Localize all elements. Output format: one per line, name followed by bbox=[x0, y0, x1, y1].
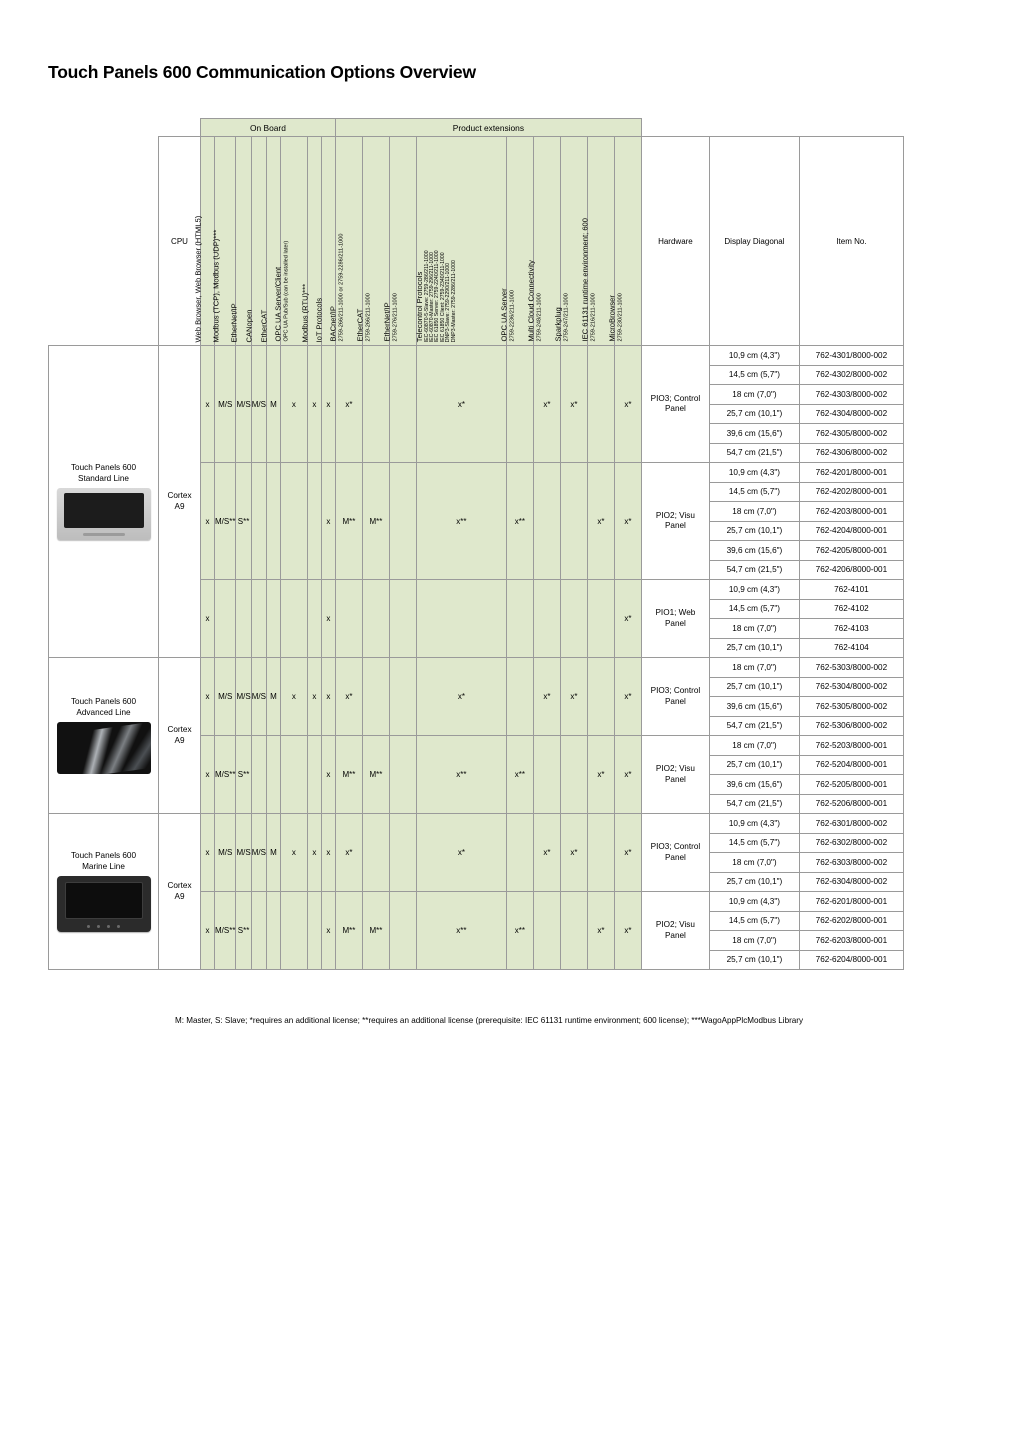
protocol-cell-4: M/S bbox=[251, 658, 266, 736]
protocol-cell-10 bbox=[362, 658, 389, 736]
protocol-cell-16 bbox=[587, 580, 614, 658]
protocol-cell-10: M** bbox=[362, 736, 389, 814]
display-diagonal-value: 14,5 cm (5,7") bbox=[709, 599, 799, 619]
protocol-cell-13 bbox=[506, 814, 533, 892]
protocol-cell-16 bbox=[587, 658, 614, 736]
display-diagonal-value: 18 cm (7,0") bbox=[709, 736, 799, 756]
item-no-value: 762-5305/8000-002 bbox=[799, 697, 903, 717]
protocol-cell-17: x* bbox=[614, 463, 641, 580]
item-no-value: 762-4204/8000-001 bbox=[799, 521, 903, 541]
protocol-cell-16 bbox=[587, 814, 614, 892]
display-diagonal-value: 18 cm (7,0") bbox=[709, 853, 799, 873]
protocol-cell-14: x* bbox=[533, 658, 560, 736]
cpu-value: Cortex A9 bbox=[159, 658, 201, 814]
group-header-extensions: Product extensions bbox=[335, 119, 641, 137]
display-diagonal-value: 25,7 cm (10,1") bbox=[709, 677, 799, 697]
column-header-row bbox=[49, 137, 904, 346]
item-no-value: 762-4201/8000-001 bbox=[799, 463, 903, 483]
product-line-label bbox=[49, 658, 159, 814]
header-item-no: Item No. bbox=[799, 137, 903, 346]
protocol-cell-9: x* bbox=[335, 814, 362, 892]
protocol-cell-14: x* bbox=[533, 814, 560, 892]
protocol-cell-13 bbox=[506, 346, 533, 463]
protocol-cell-2: M/S bbox=[215, 814, 236, 892]
column-header-label: EtherCAT 2759-266/211-1000 bbox=[355, 293, 372, 342]
display-diagonal-value: 39,6 cm (15,6") bbox=[709, 697, 799, 717]
product-line-label bbox=[49, 814, 159, 970]
column-header-label: EtherNet/IP 2759-276/211-1000 bbox=[382, 293, 399, 342]
column-header-label: BACnet/IP 2759-266/211-1000 or 2759-2286/211-1000 bbox=[328, 233, 345, 342]
display-diagonal-value: 25,7 cm (10,1") bbox=[709, 404, 799, 424]
item-no-value: 762-4305/8000-002 bbox=[799, 424, 903, 444]
item-no-value: 762-6201/8000-001 bbox=[799, 892, 903, 912]
protocol-cell-7: x bbox=[307, 346, 321, 463]
column-header-label: OPC UA Server/Client OPC UA Pub/Sub (can be installed later) bbox=[273, 241, 290, 342]
protocol-cell-10 bbox=[362, 346, 389, 463]
device-screen-graphic bbox=[57, 722, 151, 774]
protocol-cell-14 bbox=[533, 580, 560, 658]
item-no-value: 762-4205/8000-001 bbox=[799, 541, 903, 561]
page-title: Touch Panels 600 Communication Options Overview bbox=[48, 62, 476, 82]
protocol-cell-1: x bbox=[201, 892, 215, 970]
column-header-label: EtherCAT bbox=[259, 309, 269, 342]
display-diagonal-value: 18 cm (7,0") bbox=[709, 658, 799, 678]
protocol-cell-9: M** bbox=[335, 736, 362, 814]
display-diagonal-value: 18 cm (7,0") bbox=[709, 385, 799, 405]
protocol-cell-17: x* bbox=[614, 736, 641, 814]
hardware-value: PIO3; Control Panel bbox=[641, 814, 709, 892]
protocol-cell-4: M/S bbox=[251, 346, 266, 463]
protocol-cell-2: M/S** bbox=[215, 892, 236, 970]
communication-options-table bbox=[48, 118, 904, 970]
cpu-value: Cortex A9 bbox=[159, 814, 201, 970]
display-diagonal-value: 54,7 cm (21,5") bbox=[709, 794, 799, 814]
product-line-name: Touch Panels 600 Advanced Line bbox=[70, 697, 137, 717]
display-diagonal-value: 10,9 cm (4,3") bbox=[709, 814, 799, 834]
protocol-cell-17: x* bbox=[614, 658, 641, 736]
protocol-cell-11 bbox=[389, 736, 416, 814]
protocol-cell-1: x bbox=[201, 658, 215, 736]
header-display-diagonal: Display Diagonal bbox=[709, 137, 799, 346]
table-row bbox=[49, 658, 904, 678]
display-diagonal-value: 39,6 cm (15,6") bbox=[709, 775, 799, 795]
protocol-cell-4 bbox=[251, 580, 266, 658]
item-no-value: 762-4206/8000-001 bbox=[799, 560, 903, 580]
item-no-value: 762-6203/8000-001 bbox=[799, 931, 903, 951]
item-no-value: 762-6204/8000-001 bbox=[799, 950, 903, 970]
item-no-value: 762-4104 bbox=[799, 638, 903, 658]
hardware-value: PIO2; Visu Panel bbox=[641, 892, 709, 970]
hardware-value: PIO2; Visu Panel bbox=[641, 736, 709, 814]
item-no-value: 762-4301/8000-002 bbox=[799, 346, 903, 366]
item-no-value: 762-5304/8000-002 bbox=[799, 677, 903, 697]
item-no-value: 762-5206/8000-001 bbox=[799, 794, 903, 814]
item-no-value: 762-5303/8000-002 bbox=[799, 658, 903, 678]
product-line-name: Touch Panels 600 Marine Line bbox=[70, 851, 137, 871]
protocol-cell-12 bbox=[416, 580, 506, 658]
protocol-cell-8: x bbox=[321, 736, 335, 814]
protocol-cell-15 bbox=[560, 580, 587, 658]
protocol-cell-3 bbox=[236, 580, 251, 658]
display-diagonal-value: 10,9 cm (4,3") bbox=[709, 580, 799, 600]
item-no-value: 762-6202/8000-001 bbox=[799, 911, 903, 931]
table-row bbox=[49, 814, 904, 834]
display-diagonal-value: 18 cm (7,0") bbox=[709, 619, 799, 639]
protocol-cell-3: M/S bbox=[236, 814, 251, 892]
column-header-label: CANopen bbox=[244, 309, 254, 342]
item-no-value: 762-4202/8000-001 bbox=[799, 482, 903, 502]
device-led-row bbox=[57, 925, 151, 928]
item-no-value: 762-5306/8000-002 bbox=[799, 716, 903, 736]
protocol-cell-15: x* bbox=[560, 346, 587, 463]
protocol-cell-5: M bbox=[266, 814, 280, 892]
protocol-cell-7 bbox=[307, 580, 321, 658]
display-diagonal-value: 14,5 cm (5,7") bbox=[709, 482, 799, 502]
protocol-cell-1: x bbox=[201, 580, 215, 658]
protocol-cell-5: M bbox=[266, 658, 280, 736]
protocol-cell-8: x bbox=[321, 346, 335, 463]
display-diagonal-value: 18 cm (7,0") bbox=[709, 502, 799, 522]
protocol-cell-1: x bbox=[201, 814, 215, 892]
device-image-advanced-line bbox=[57, 722, 151, 774]
item-no-value: 762-4102 bbox=[799, 599, 903, 619]
protocol-cell-3: M/S bbox=[236, 346, 251, 463]
item-no-value: 762-5203/8000-001 bbox=[799, 736, 903, 756]
display-diagonal-value: 14,5 cm (5,7") bbox=[709, 365, 799, 385]
protocol-cell-6 bbox=[280, 580, 307, 658]
protocol-cell-6 bbox=[280, 892, 307, 970]
protocol-cell-7: x bbox=[307, 658, 321, 736]
protocol-cell-17: x* bbox=[614, 346, 641, 463]
protocol-cell-8: x bbox=[321, 580, 335, 658]
table-row bbox=[49, 346, 904, 366]
header-hardware: Hardware bbox=[641, 137, 709, 346]
display-diagonal-value: 25,7 cm (10,1") bbox=[709, 521, 799, 541]
protocol-cell-13: x** bbox=[506, 736, 533, 814]
display-diagonal-value: 10,9 cm (4,3") bbox=[709, 346, 799, 366]
item-no-value: 762-6304/8000-002 bbox=[799, 872, 903, 892]
protocol-cell-17: x* bbox=[614, 892, 641, 970]
column-header-label: Modbus (RTU)*** bbox=[300, 283, 310, 342]
protocol-cell-7 bbox=[307, 736, 321, 814]
protocol-cell-15 bbox=[560, 736, 587, 814]
item-no-value: 762-6303/8000-002 bbox=[799, 853, 903, 873]
hardware-value: PIO1; Web Panel bbox=[641, 580, 709, 658]
display-diagonal-value: 25,7 cm (10,1") bbox=[709, 638, 799, 658]
display-diagonal-value: 18 cm (7,0") bbox=[709, 931, 799, 951]
protocol-cell-13 bbox=[506, 658, 533, 736]
protocol-cell-10: M** bbox=[362, 892, 389, 970]
protocol-cell-9: M** bbox=[335, 463, 362, 580]
column-header-label: MicroBrowser 2759-230/211-1000 bbox=[607, 293, 624, 342]
protocol-cell-12: x** bbox=[416, 463, 506, 580]
hardware-value: PIO2; Visu Panel bbox=[641, 463, 709, 580]
protocol-cell-6: x bbox=[280, 346, 307, 463]
item-no-value: 762-4303/8000-002 bbox=[799, 385, 903, 405]
column-header-17 bbox=[607, 137, 641, 346]
protocol-cell-6 bbox=[280, 736, 307, 814]
protocol-cell-9: x* bbox=[335, 658, 362, 736]
protocol-cell-3: M/S bbox=[236, 658, 251, 736]
protocol-cell-6: x bbox=[280, 814, 307, 892]
device-image-standard-line bbox=[57, 488, 151, 540]
protocol-cell-16 bbox=[587, 346, 614, 463]
protocol-cell-5 bbox=[266, 463, 280, 580]
protocol-cell-5 bbox=[266, 736, 280, 814]
display-diagonal-value: 14,5 cm (5,7") bbox=[709, 911, 799, 931]
protocol-cell-2: M/S bbox=[215, 346, 236, 463]
protocol-cell-2: M/S** bbox=[215, 463, 236, 580]
protocol-cell-17: x* bbox=[614, 814, 641, 892]
protocol-cell-8: x bbox=[321, 814, 335, 892]
protocol-cell-1: x bbox=[201, 463, 215, 580]
item-no-value: 762-4101 bbox=[799, 580, 903, 600]
protocol-cell-15: x* bbox=[560, 814, 587, 892]
column-header-label: Sparkplug 2759-247/211-1000 bbox=[553, 293, 570, 342]
display-diagonal-value: 14,5 cm (5,7") bbox=[709, 833, 799, 853]
protocol-cell-14 bbox=[533, 736, 560, 814]
protocol-cell-14 bbox=[533, 463, 560, 580]
display-diagonal-value: 10,9 cm (4,3") bbox=[709, 463, 799, 483]
protocol-cell-10 bbox=[362, 580, 389, 658]
protocol-cell-12: x* bbox=[416, 814, 506, 892]
protocol-cell-16: x* bbox=[587, 463, 614, 580]
protocol-cell-9: x* bbox=[335, 346, 362, 463]
display-diagonal-value: 25,7 cm (10,1") bbox=[709, 755, 799, 775]
protocol-cell-2 bbox=[215, 580, 236, 658]
protocol-cell-7 bbox=[307, 892, 321, 970]
protocol-cell-11 bbox=[389, 814, 416, 892]
protocol-cell-4 bbox=[251, 892, 266, 970]
device-image-marine-line bbox=[57, 876, 151, 932]
column-header-label: Modbus (TCP), Modbus (UDP)*** bbox=[211, 229, 221, 342]
protocol-cell-13: x** bbox=[506, 892, 533, 970]
column-header-label: EtherNet/IP bbox=[229, 302, 239, 342]
protocol-cell-7: x bbox=[307, 814, 321, 892]
item-no-value: 762-6302/8000-002 bbox=[799, 833, 903, 853]
group-header-row bbox=[49, 119, 904, 137]
protocol-cell-11 bbox=[389, 658, 416, 736]
protocol-cell-12: x* bbox=[416, 346, 506, 463]
protocol-cell-3: S** bbox=[236, 892, 251, 970]
protocol-cell-4: M/S bbox=[251, 814, 266, 892]
protocol-cell-11 bbox=[389, 346, 416, 463]
item-no-value: 762-4304/8000-002 bbox=[799, 404, 903, 424]
display-diagonal-value: 25,7 cm (10,1") bbox=[709, 950, 799, 970]
protocol-cell-11 bbox=[389, 463, 416, 580]
column-header-label: IEC 61131 runtime environment; 600 2759-216/211-1000 bbox=[580, 218, 597, 342]
protocol-cell-8: x bbox=[321, 892, 335, 970]
protocol-cell-15 bbox=[560, 463, 587, 580]
item-no-value: 762-6301/8000-002 bbox=[799, 814, 903, 834]
column-header-label: OPC UA Server 2759-2236/211-1000 bbox=[499, 288, 516, 342]
display-diagonal-value: 39,6 cm (15,6") bbox=[709, 541, 799, 561]
column-header-label: Multi Cloud Connectivity 2759-248/211-1000 bbox=[526, 260, 543, 342]
protocol-cell-12: x** bbox=[416, 892, 506, 970]
protocol-cell-4 bbox=[251, 463, 266, 580]
protocol-cell-2: M/S** bbox=[215, 736, 236, 814]
display-diagonal-value: 54,7 cm (21,5") bbox=[709, 560, 799, 580]
protocol-cell-16: x* bbox=[587, 736, 614, 814]
protocol-cell-7 bbox=[307, 463, 321, 580]
protocol-cell-10: M** bbox=[362, 463, 389, 580]
protocol-cell-2: M/S bbox=[215, 658, 236, 736]
protocol-cell-12: x** bbox=[416, 736, 506, 814]
protocol-cell-13: x** bbox=[506, 463, 533, 580]
product-line-label bbox=[49, 346, 159, 658]
group-header-onboard: On Board bbox=[201, 119, 336, 137]
protocol-cell-1: x bbox=[201, 346, 215, 463]
protocol-cell-8: x bbox=[321, 463, 335, 580]
protocol-cell-4 bbox=[251, 736, 266, 814]
protocol-cell-16: x* bbox=[587, 892, 614, 970]
protocol-cell-5: M bbox=[266, 346, 280, 463]
display-diagonal-value: 54,7 cm (21,5") bbox=[709, 443, 799, 463]
hardware-value: PIO3; Control Panel bbox=[641, 658, 709, 736]
protocol-cell-5 bbox=[266, 892, 280, 970]
cpu-value: Cortex A9 bbox=[159, 346, 201, 658]
display-diagonal-value: 54,7 cm (21,5") bbox=[709, 716, 799, 736]
protocol-cell-9: M** bbox=[335, 892, 362, 970]
protocol-cell-13 bbox=[506, 580, 533, 658]
column-header-label: IoT Protocols bbox=[314, 297, 324, 342]
column-header-label: Web Browser, Web Browser (HTML5) bbox=[193, 215, 203, 342]
spacer-cell bbox=[49, 119, 201, 137]
display-diagonal-value: 10,9 cm (4,3") bbox=[709, 892, 799, 912]
protocol-cell-15: x* bbox=[560, 658, 587, 736]
protocol-cell-6 bbox=[280, 463, 307, 580]
column-header-11 bbox=[382, 137, 416, 346]
item-no-value: 762-5204/8000-001 bbox=[799, 755, 903, 775]
item-no-value: 762-4103 bbox=[799, 619, 903, 639]
item-no-value: 762-4302/8000-002 bbox=[799, 365, 903, 385]
column-header-12 bbox=[416, 137, 506, 346]
item-no-value: 762-4203/8000-001 bbox=[799, 502, 903, 522]
protocol-cell-3: S** bbox=[236, 736, 251, 814]
protocol-cell-9 bbox=[335, 580, 362, 658]
protocol-cell-5 bbox=[266, 580, 280, 658]
protocol-cell-6: x bbox=[280, 658, 307, 736]
item-no-value: 762-4306/8000-002 bbox=[799, 443, 903, 463]
table-footnote: M: Master, S: Slave; *requires an additional license; **requires an additional license (prerequisite: IEC 61131 runtime environment; 600 license); ***WagoAppPlcModbus Library bbox=[175, 1016, 804, 1025]
column-header-label: Telecontrol Protocols IEC-60870-5-Slave: 2759-286/211-1000 IEC-60870-Master: 2759-296/211-1000 IEC 61850 Server: 2759-2240/211-1000 IEC 61850 Client: 2759-2340/211-1000 DNP3-Slave: 2759-2290/211-1000 DNP3-Master: 2759-2286/211-1000 bbox=[414, 250, 457, 342]
protocol-cell-15 bbox=[560, 892, 587, 970]
item-no-value: 762-5205/8000-001 bbox=[799, 775, 903, 795]
display-diagonal-value: 39,6 cm (15,6") bbox=[709, 424, 799, 444]
protocol-cell-14 bbox=[533, 892, 560, 970]
protocol-cell-1: x bbox=[201, 736, 215, 814]
protocol-cell-12: x* bbox=[416, 658, 506, 736]
protocol-cell-8: x bbox=[321, 658, 335, 736]
protocol-cell-11 bbox=[389, 892, 416, 970]
protocol-cell-11 bbox=[389, 580, 416, 658]
protocol-cell-14: x* bbox=[533, 346, 560, 463]
protocol-cell-3: S** bbox=[236, 463, 251, 580]
spacer-cell bbox=[641, 119, 903, 137]
hardware-value: PIO3; Control Panel bbox=[641, 346, 709, 463]
protocol-cell-17: x* bbox=[614, 580, 641, 658]
display-diagonal-value: 25,7 cm (10,1") bbox=[709, 872, 799, 892]
spacer-cell bbox=[49, 137, 159, 346]
product-line-name: Touch Panels 600 Standard Line bbox=[70, 463, 137, 483]
protocol-cell-10 bbox=[362, 814, 389, 892]
header-cpu: CPU bbox=[159, 137, 201, 346]
